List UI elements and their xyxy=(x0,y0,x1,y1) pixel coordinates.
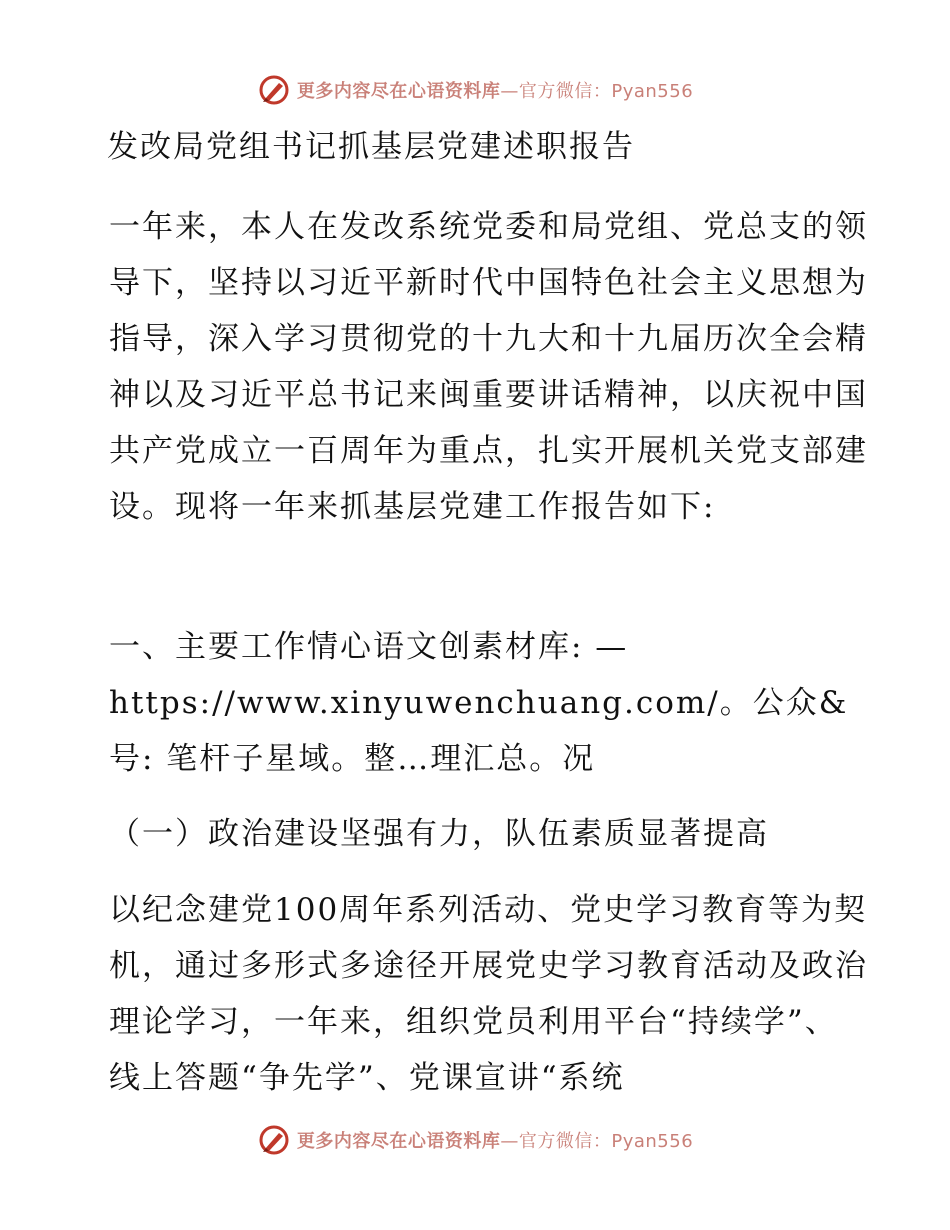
paragraph-intro: 一年来，本人在发改系统党委和局党组、党总支的领导下，坚持以习近平新时代中国特色社会主义思想为指导，深入学习贯彻党的十九大和十九届历次全会精神以及习近平总书记来闽重要讲话精神，以庆祝中国共产党成立一百周年为重点，扎实开展机关党支部建设。现将一年来抓基层党建工作报告如下: xyxy=(109,209,868,525)
watermark-text: 更多内容尽在心语资料库—官方微信：Pyan556 xyxy=(296,81,694,102)
document-title: 发改局党组书记抓基层党建述职报告 xyxy=(107,129,635,165)
paragraph-subsection-heading: （一）政治建设坚强有力，队伍素质显著提高 xyxy=(109,816,769,852)
pen-logo-icon xyxy=(257,1123,291,1157)
paragraph-political-building: 以纪念建党100周年系列活动、党史学习教育等为契机，通过多形式多途径开展党史学习教育活动及政治理论学习，一年来，组织党员利用平台“持续学”、线上答题“争先学”、党课宣讲“系统 xyxy=(109,892,868,1096)
header-watermark xyxy=(0,70,950,110)
watermark-text: 更多内容尽在心语资料库—官方微信：Pyan556 xyxy=(296,1131,694,1152)
footer-watermark xyxy=(0,1120,950,1160)
paragraph-section-one: 一、主要工作情心语文创素材库: —https://www.xinyuwenchuang.com/。公众&号: 笔杆子星域。整…理汇总。况 xyxy=(109,629,849,777)
pen-logo-icon xyxy=(257,73,291,107)
